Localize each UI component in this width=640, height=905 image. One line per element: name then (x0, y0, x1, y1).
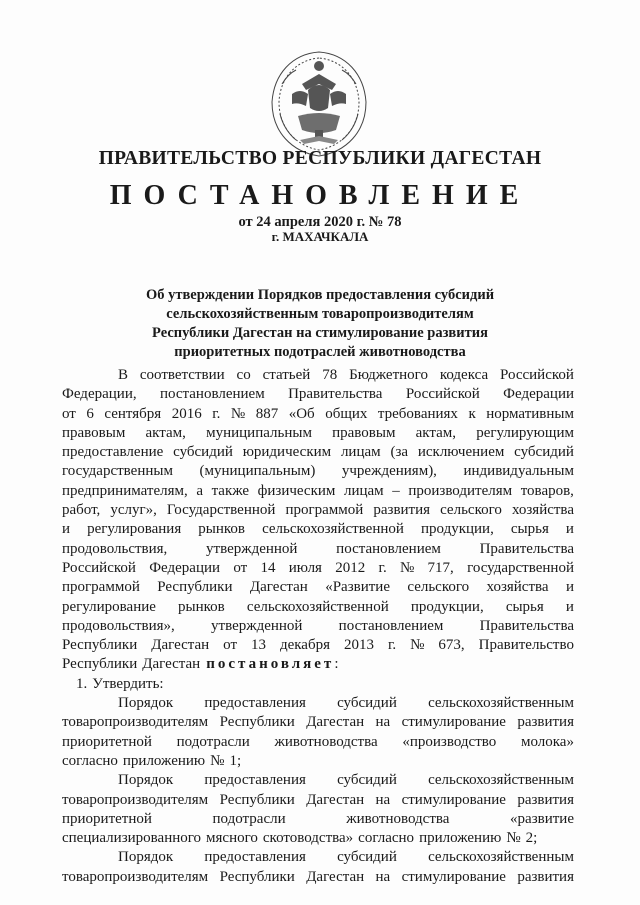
body-word: продовольствия, (62, 540, 168, 557)
body-word: № (210, 752, 225, 769)
body-word: услуг», (110, 502, 157, 519)
body-word: статьей (262, 367, 311, 383)
body-word: субсидий (337, 695, 397, 712)
body-word: декабря (279, 637, 330, 654)
body-word: 1; (229, 752, 242, 769)
body-line (62, 598, 574, 617)
body-word: от (62, 405, 76, 422)
body-word: государственной (467, 559, 574, 576)
body-word: «производство (402, 733, 497, 750)
body-word: развития (517, 868, 574, 885)
body-word: сельскохозяйственным (428, 772, 574, 789)
body-word: № (230, 405, 246, 422)
body-word: Дагестан (306, 868, 365, 885)
document-type: ПОСТАНОВЛЕНИЕ (109, 180, 531, 211)
body-line (62, 713, 574, 732)
body-word: 2013 (343, 637, 374, 654)
body-word: рынков (198, 521, 246, 538)
body-word: сельскохозяйственным (428, 695, 574, 712)
document-title (60, 286, 580, 362)
decree-word: постановляет (206, 656, 335, 673)
body-line (62, 848, 574, 867)
body-word: «развитие (510, 810, 574, 827)
body-word: и (565, 579, 574, 596)
document-date-number: от 24 апреля 2020 г. № 78 (238, 214, 402, 230)
body-word: Дагестан (249, 579, 308, 596)
body-word: хозяйства (486, 579, 549, 596)
body-word: приоритетной (62, 733, 152, 750)
body-word: Республики (62, 637, 138, 654)
body-word: Федерации (503, 386, 574, 403)
body-word: № (399, 559, 415, 576)
body-word: стимулирование (401, 714, 506, 731)
body-word: 6 (86, 405, 94, 422)
body-word: согласно (358, 830, 415, 847)
body-word: производителям (408, 482, 513, 499)
body-word: товаропроизводителям (62, 714, 209, 731)
body-word: субсидий (337, 772, 397, 789)
body-word: Российской (405, 386, 480, 403)
body-line (62, 424, 574, 443)
body-word: со (236, 367, 251, 383)
body-word: общих (325, 405, 368, 422)
body-word: Утвердить: (92, 675, 164, 692)
body-word: 2016 (171, 405, 202, 422)
body-word: Федерации (149, 559, 221, 576)
body-word: Порядок (118, 772, 174, 789)
body-line (62, 810, 574, 829)
body-word: и (565, 521, 574, 538)
body-word: животноводства (346, 810, 450, 827)
body-word: Бюджетного (349, 367, 428, 383)
body-word: товаров, (520, 482, 574, 499)
body-word: – (392, 482, 400, 499)
body-word: государственным (62, 463, 173, 480)
body-word: Республики (157, 579, 233, 596)
body-word: Дагестан (306, 791, 365, 808)
body-word: Правительства (479, 540, 574, 557)
body-line (62, 733, 574, 752)
body-word: сырья (505, 598, 544, 615)
body-word: развития (517, 714, 574, 731)
body-word: Правительство (478, 637, 574, 654)
body-word: постановлением (159, 386, 265, 403)
body-line (62, 501, 574, 520)
body-word: требованиях (377, 405, 458, 422)
body-line (62, 462, 574, 481)
body-word: 1. (76, 675, 88, 692)
body-word: июля (288, 559, 322, 576)
body-word: правовым (332, 424, 396, 441)
body-word: животноводства (274, 733, 378, 750)
body-word: соответствии (139, 367, 225, 383)
body-word: 2; (525, 830, 538, 847)
body-word: нормативным (486, 405, 574, 422)
body-line (62, 540, 574, 559)
body-word: стимулирование (401, 868, 506, 885)
body-word: товаропроизводителям (62, 791, 209, 808)
body-word: 2012 (335, 559, 366, 576)
body-word: кодекса (439, 367, 489, 383)
document-city: г. МАХАЧКАЛА (271, 229, 369, 244)
body-word: рынков (178, 598, 225, 615)
body-word: скотоводства» (262, 830, 354, 847)
title-line: сельскохозяйственным товаропроизводителям (166, 306, 474, 322)
body-line (62, 655, 574, 674)
body-word: сырья (510, 521, 549, 538)
body-word: регулирующим (476, 424, 574, 441)
title-line: приоритетных подотраслей животноводства (174, 344, 466, 360)
body-word: 78 (322, 367, 338, 383)
body-word: предоставления (204, 695, 306, 712)
body-word: утвержденной (211, 617, 303, 634)
body-word: правовым (62, 424, 126, 441)
body-word: Правительства (288, 386, 383, 403)
body-word: «Об (288, 405, 315, 422)
body-word: г. (378, 559, 387, 576)
body-word: Государственной (166, 502, 276, 519)
body-word: Дагестан (142, 656, 201, 673)
body-word: продукции, (420, 521, 494, 538)
body-word: приложению (419, 830, 502, 847)
body-word: Правительства (479, 617, 574, 634)
body-word: предоставление (62, 444, 164, 461)
body-word: юридическим (242, 444, 332, 461)
body-word: Республики (62, 656, 138, 673)
body-line (62, 694, 574, 713)
body-word: г. (387, 637, 397, 654)
body-line (62, 520, 574, 539)
body-word: приоритетной (62, 810, 152, 827)
body-word: сельского (407, 579, 470, 596)
body-word: Порядок (118, 695, 174, 712)
body-word: Дагестан (306, 714, 365, 731)
body-word: предоставления (204, 849, 306, 866)
body-word: Российской (500, 367, 574, 383)
body-line (62, 636, 574, 655)
body-word: продукции, (410, 598, 484, 615)
body-word: молока» (520, 733, 574, 750)
body-line (62, 366, 574, 385)
body-line (62, 868, 574, 887)
body-word: Республики (219, 714, 295, 731)
body-word: 13 (250, 637, 266, 654)
body-word: субсидий (173, 444, 233, 461)
body-word: сентября (104, 405, 162, 422)
body-word: программой (285, 502, 364, 519)
body-word: актам, (145, 424, 186, 441)
decree-colon: : (334, 656, 339, 673)
body-word: и (565, 598, 574, 615)
body-line (62, 405, 574, 424)
body-word: физическим (257, 482, 336, 499)
body-word: постановлением (336, 540, 441, 557)
body-word: Порядок (118, 849, 174, 866)
body-word: 887 (255, 405, 279, 422)
body-word: субсидий (337, 849, 397, 866)
body-word: согласно (62, 752, 118, 769)
body-word: от (233, 559, 248, 576)
body-word: В (118, 367, 129, 383)
title-line: Республики Дагестан на стимулирование развития (152, 325, 488, 341)
body-word: развития (517, 791, 574, 808)
body-word: также (211, 482, 250, 499)
body-word: 717, (427, 559, 454, 576)
body-word: 14 (260, 559, 276, 576)
body-line (62, 482, 574, 501)
government-name: ПРАВИТЕЛЬСТВО РЕСПУБЛИКИ ДАГЕСТАН (98, 148, 542, 169)
body-line (62, 791, 574, 810)
body-line (62, 752, 574, 771)
body-word: Дагестан (151, 637, 210, 654)
body-line (62, 443, 574, 462)
body-word: муниципальным (206, 424, 312, 441)
body-word: стимулирование (401, 791, 506, 808)
body-word: лицам (340, 444, 381, 461)
body-word: на (375, 868, 391, 885)
body-word: № (410, 637, 425, 654)
body-line (62, 829, 574, 848)
body-line (62, 771, 574, 790)
body-word: Российской (62, 559, 136, 576)
document-body (62, 366, 574, 887)
body-word: хозяйства (511, 502, 574, 519)
body-word: на (375, 714, 391, 731)
body-word: на (375, 791, 391, 808)
body-word: регулирование (62, 598, 156, 615)
body-word: а (196, 482, 203, 499)
body-word: подотрасли (212, 810, 286, 827)
body-word: развития (373, 502, 431, 519)
body-line (62, 617, 574, 636)
body-word: подотрасли (176, 733, 250, 750)
body-word: Республики (219, 868, 295, 885)
body-word: к (468, 405, 476, 422)
body-word: программой (62, 579, 140, 596)
body-word: Республики (219, 791, 295, 808)
body-word: субсидий (514, 444, 574, 461)
body-word: продовольствия», (62, 617, 175, 634)
body-word: регулирования (87, 521, 182, 538)
title-line: Об утверждении Порядков предоставления субсидий (145, 287, 495, 303)
body-word: 673, (438, 637, 465, 654)
body-word: специализированного (62, 830, 202, 847)
body-word: индивидуальным (463, 463, 574, 480)
body-word: предпринимателям, (62, 482, 188, 499)
body-word: исключением (417, 444, 505, 461)
body-line (62, 578, 574, 597)
coat-of-arms-emblem (262, 44, 376, 162)
body-word: Федерации, (62, 386, 137, 403)
body-word: г. (212, 405, 221, 422)
body-word: сельского (440, 502, 502, 519)
body-word: сельскохозяйственной (262, 521, 404, 538)
body-line (62, 675, 574, 694)
body-word: утвержденной (206, 540, 298, 557)
body-word: работ, (62, 502, 101, 519)
body-word: учреждениям), (341, 463, 437, 480)
body-word: актам, (415, 424, 457, 441)
body-word: и (62, 521, 71, 538)
body-word: сельскохозяйственной (246, 598, 389, 615)
body-word: мясного (206, 830, 258, 847)
body-word: постановлением (338, 617, 444, 634)
body-word: от (223, 637, 238, 654)
body-word: (за (390, 444, 409, 461)
body-word: предоставления (204, 772, 306, 789)
body-line (62, 385, 574, 404)
body-word: сельскохозяйственным (428, 849, 574, 866)
body-word: (муниципальным) (199, 463, 316, 480)
body-word: «Развитие (325, 579, 390, 596)
body-word: приложению (122, 752, 206, 769)
body-word: № (506, 830, 521, 847)
body-word: лицам (343, 482, 384, 499)
body-line (62, 559, 574, 578)
body-word: товаропроизводителям (62, 868, 209, 885)
